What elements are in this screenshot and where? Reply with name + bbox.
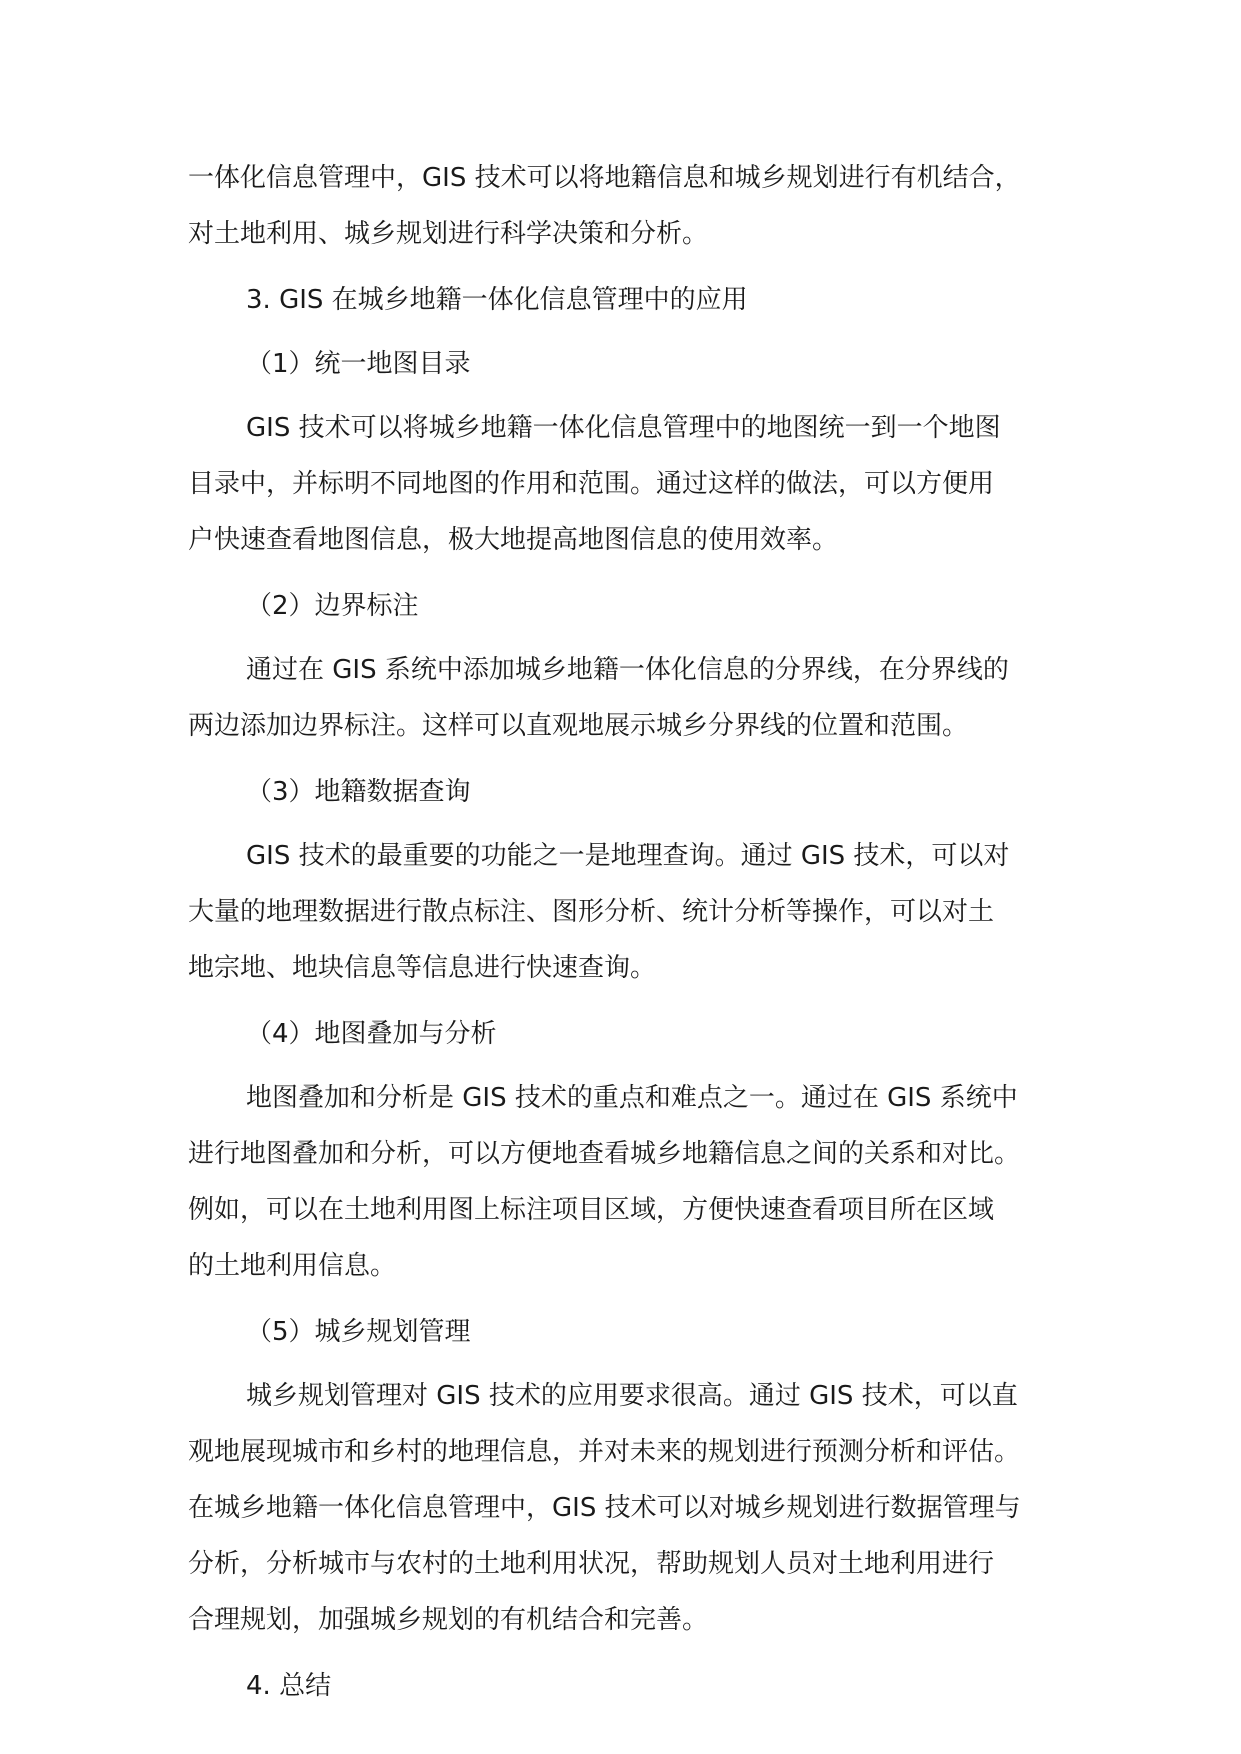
- section-heading-text: 4. 总结: [246, 1671, 332, 1701]
- text-line: 地图叠加和分析是 GIS 技术的重点和难点之一。通过在 GIS 系统中: [246, 1083, 1018, 1113]
- subsection-heading-text: （4）地图叠加与分析: [246, 1019, 497, 1049]
- text-line: 对土地利用、城乡规划进行科学决策和分析。: [188, 219, 709, 249]
- text-line: 两边添加边界标注。这样可以直观地展示城乡分界线的位置和范围。: [188, 711, 969, 741]
- text-line: 一体化信息管理中，GIS 技术可以将地籍信息和城乡规划进行有机结合，: [188, 163, 1021, 193]
- paragraph: [188, 400, 1078, 568]
- subsection-heading: [188, 578, 1078, 634]
- document-body: [188, 150, 1078, 1714]
- paragraph: [188, 642, 1078, 754]
- text-line: 大量的地理数据进行散点标注、图形分析、统计分析等操作，可以对土: [188, 897, 995, 927]
- paragraph: [188, 828, 1078, 996]
- section-heading: [188, 1658, 1078, 1714]
- text-line: 地宗地、地块信息等信息进行快速查询。: [188, 953, 657, 983]
- section-heading-text: 3. GIS 在城乡地籍一体化信息管理中的应用: [246, 285, 748, 315]
- text-line: 例如，可以在土地利用图上标注项目区域，方便快速查看项目所在区域: [188, 1195, 995, 1225]
- text-line: 分析，分析城市与农村的土地利用状况，帮助规划人员对土地利用进行: [188, 1549, 995, 1579]
- text-line: 的土地利用信息。: [188, 1251, 397, 1281]
- paragraph-continuation: [188, 150, 1078, 262]
- subsection-heading-text: （2）边界标注: [246, 591, 419, 621]
- text-line: 户快速查看地图信息，极大地提高地图信息的使用效率。: [188, 525, 839, 555]
- subsection-heading: [188, 764, 1078, 820]
- text-line: 合理规划，加强城乡规划的有机结合和完善。: [188, 1605, 709, 1635]
- subsection-heading: [188, 336, 1078, 392]
- paragraph: [188, 1368, 1078, 1648]
- text-line: 目录中，并标明不同地图的作用和范围。通过这样的做法，可以方便用: [188, 469, 995, 499]
- text-line: GIS 技术可以将城乡地籍一体化信息管理中的地图统一到一个地图: [246, 413, 1001, 443]
- subsection-heading-text: （3）地籍数据查询: [246, 777, 471, 807]
- subsection-heading-text: （1）统一地图目录: [246, 349, 471, 379]
- text-line: 进行地图叠加和分析，可以方便地查看城乡地籍信息之间的关系和对比。: [188, 1139, 1021, 1169]
- text-line: 通过在 GIS 系统中添加城乡地籍一体化信息的分界线，在分界线的: [246, 655, 1009, 685]
- text-line: 观地展现城市和乡村的地理信息，并对未来的规划进行预测分析和评估。: [188, 1437, 1021, 1467]
- text-line: GIS 技术的最重要的功能之一是地理查询。通过 GIS 技术，可以对: [246, 841, 1010, 871]
- text-line: 在城乡地籍一体化信息管理中，GIS 技术可以对城乡规划进行数据管理与: [188, 1493, 1021, 1523]
- subsection-heading: [188, 1006, 1078, 1062]
- section-heading: [188, 272, 1078, 328]
- subsection-heading-text: （5）城乡规划管理: [246, 1317, 471, 1347]
- paragraph: [188, 1070, 1078, 1294]
- subsection-heading: [188, 1304, 1078, 1360]
- text-line: 城乡规划管理对 GIS 技术的应用要求很高。通过 GIS 技术，可以直: [246, 1381, 1018, 1411]
